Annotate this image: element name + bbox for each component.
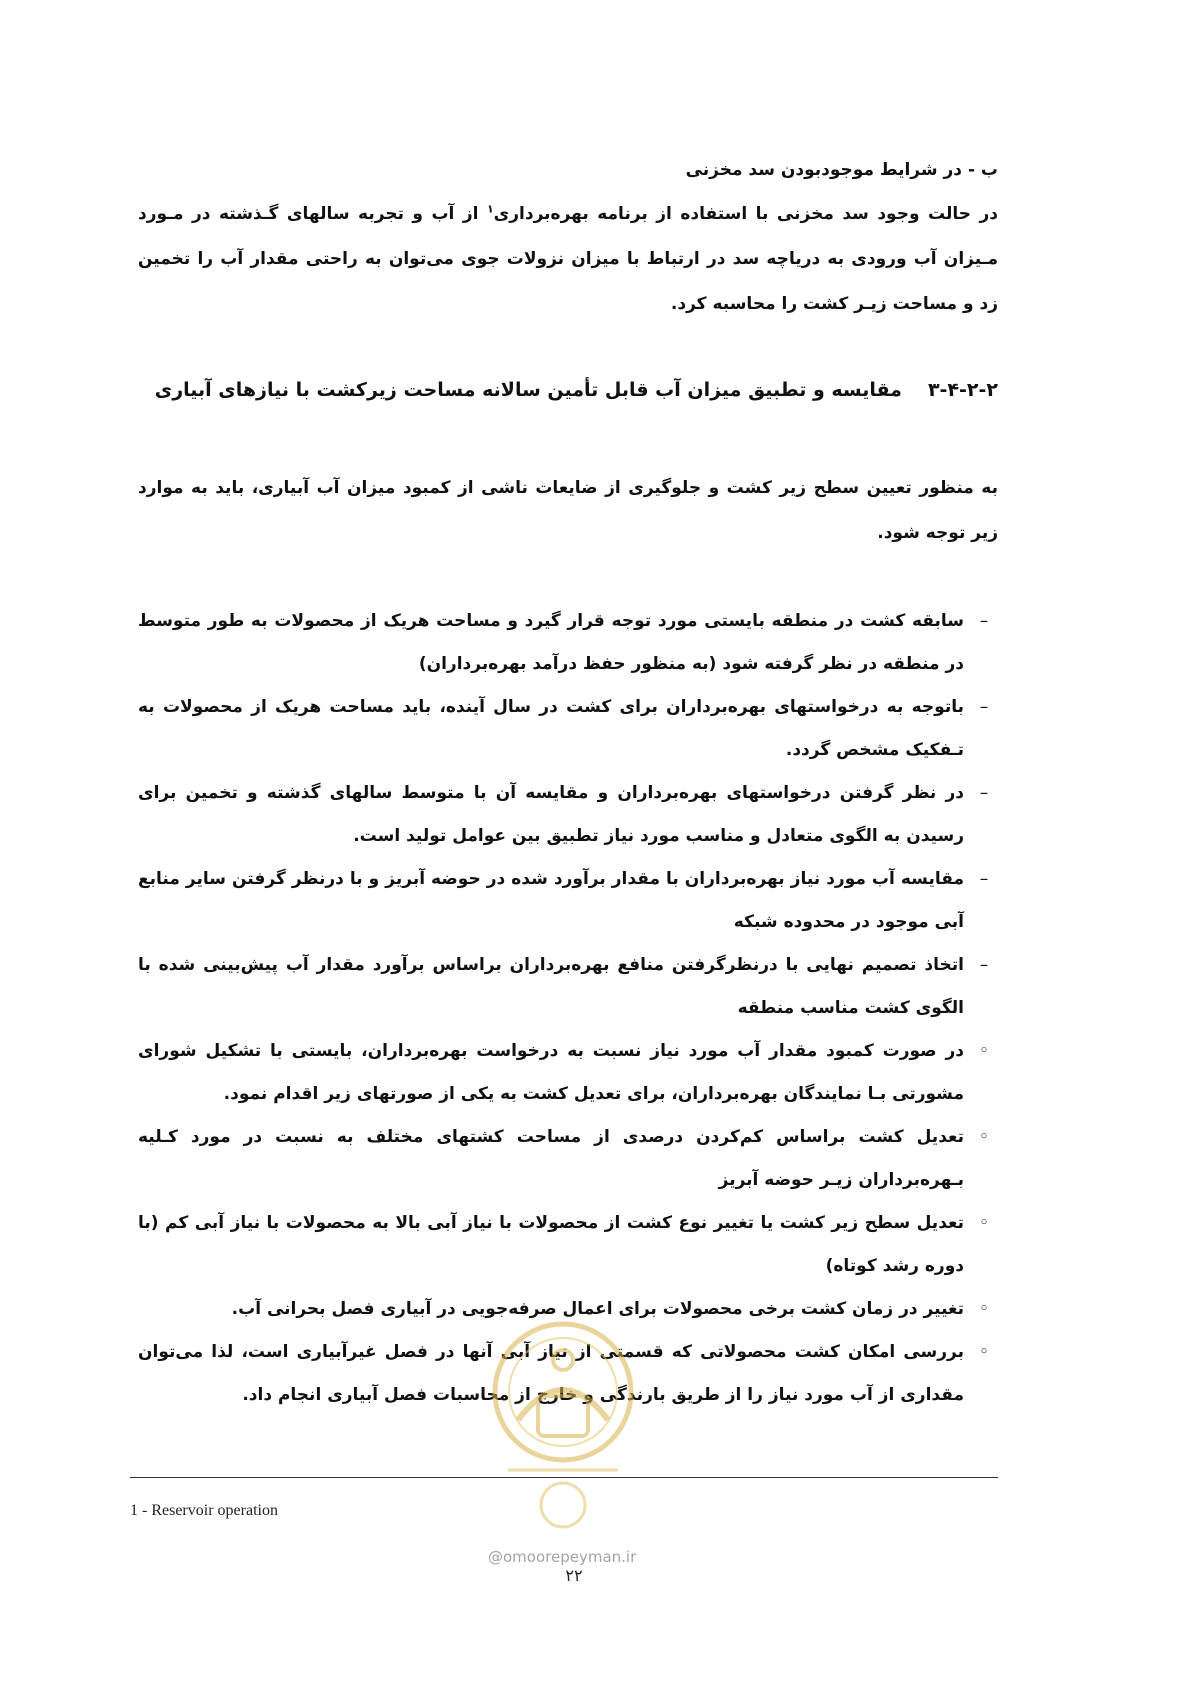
section-title: مقایسه و تطبیق میزان آب قابل تأمین سالانه مساحت زیرکشت با نیازهای آبیاری (154, 379, 902, 401)
circle-bullet-icon: ◦ (978, 1041, 990, 1061)
paragraph-reservoir-part1: در حالت وجود سد مخزنی با استفاده از برنامه بهره‌برداری (493, 204, 998, 224)
circle-bullet-icon: ◦ (978, 1299, 990, 1319)
list-item-text: در نظر گرفتن درخواستهای بهره‌برداران و مقایسه آن با متوسط سالهای گذشته و تخمین برای رسیدن به الگوی متعادل و مناسب مورد نیاز تطبیق بین عوامل تولید است. (138, 783, 964, 846)
list-item (138, 858, 998, 944)
watermark-url: @omoorepeyman.ir (488, 1548, 637, 1566)
circle-bullet-icon: ◦ (978, 1127, 990, 1147)
dash-bullet-icon: – (979, 611, 989, 631)
list-item (138, 772, 998, 858)
subheading-b: ب - در شرایط موجودبودن سد مخزنی (685, 160, 998, 180)
list-item (138, 686, 998, 772)
list-item (138, 1331, 998, 1417)
list-item (138, 1030, 998, 1116)
circle-bullet-icon: ◦ (978, 1342, 990, 1362)
list-item-text: بررسی امکان کشت محصولاتی که قسمتی از نیاز آبی آنها در فصل غیرآبیاری است، لذا می‌توان مقداری از آب مورد نیاز را از طریق بارندگی و خارج از محاسبات فصل آبیاری انجام داد. (138, 1342, 964, 1405)
list-item (138, 1288, 998, 1331)
list-item (138, 1116, 998, 1202)
dash-bullet-icon: – (979, 955, 989, 975)
dash-bullet-icon: – (979, 783, 989, 803)
list-item-text: تعدیل سطح زیر کشت یا تغییر نوع کشت از محصولات با نیاز آبی بالا به محصولات با نیاز آبی کم (با دوره رشد کوتاه) (138, 1213, 964, 1276)
list-item-text: اتخاذ تصمیم نهایی با درنظرگرفتن منافع بهره‌برداران براساس برآورد مقدار آب پیش‌بینی شده با الگوی کشت مناسب منطقه (138, 955, 964, 1018)
list-item (138, 944, 998, 1030)
paragraph-reservoir-part2: از آب و تجربه سالهای گـذشته در مـورد مـیزان آب ورودی به دریاچه سد در ارتباط با میزان نزولات جوی می‌توان به راحتی مقدار آب را تخمین زد و مساحت زیـر کشت را محاسبه کرد. (138, 204, 998, 314)
footnote-divider (130, 1477, 998, 1478)
list-item-text: در صورت کمبود مقدار آب مورد نیاز نسبت به درخواست بهره‌برداران، بایستی با تشکیل شورای مشورتی بـا نمایندگان بهره‌برداران، برای تعدیل کشت به یکی از صورتهای زیر اقدام نمود. (138, 1041, 964, 1104)
circle-bullet-icon: ◦ (978, 1213, 990, 1233)
list-item-text: سابقه کشت در منطقه بایستی مورد توجه قرار گیرد و مساحت هریک از محصولات به طور متوسط در منطقه در نظر گرفته شود (به منظور حفظ درآمد بهره‌برداران) (138, 611, 964, 674)
paragraph-intro: به منظور تعیین سطح زیر کشت و جلوگیری از ضایعات ناشی از کمبود میزان آب آبیاری، باید به موارد زیر توجه شود. (138, 478, 998, 543)
page-number: ۲۲ (565, 1566, 583, 1585)
list-item-text: تعدیل کشت براساس کم‌کردن درصدی از مساحت کشتهای مختلف به نسبت در مورد کـلیه بـهره‌برداران زیـر حوضه آبریز (138, 1127, 964, 1190)
list-item (138, 1202, 998, 1288)
list-item (138, 600, 998, 686)
footnote: 1 - Reservoir operation (130, 1502, 278, 1519)
list-item-text: باتوجه به درخواستهای بهره‌برداران برای کشت در سال آینده، باید مساحت هریک از محصولات به تـفکیک مشخص گردد. (138, 697, 964, 760)
section-heading (138, 372, 998, 408)
section-number: ۳-۴-۲-۲ (927, 379, 998, 401)
list-item-text: تغییر در زمان کشت برخی محصولات برای اعمال صرفه‌جویی در آبیاری فصل بحرانی آب. (231, 1299, 964, 1319)
paragraph-reservoir (138, 192, 998, 327)
requirements-list (138, 600, 998, 1417)
dash-bullet-icon: – (979, 697, 989, 717)
dash-bullet-icon: – (979, 869, 989, 889)
list-item-text: مقایسه آب مورد نیاز بهره‌برداران با مقدار برآورد شده در حوضه آبریز و با درنظر گرفتن سایر منابع آبی موجود در محدوده شبکه (138, 869, 964, 932)
footnote-reference[interactable]: ۱ (486, 202, 494, 216)
